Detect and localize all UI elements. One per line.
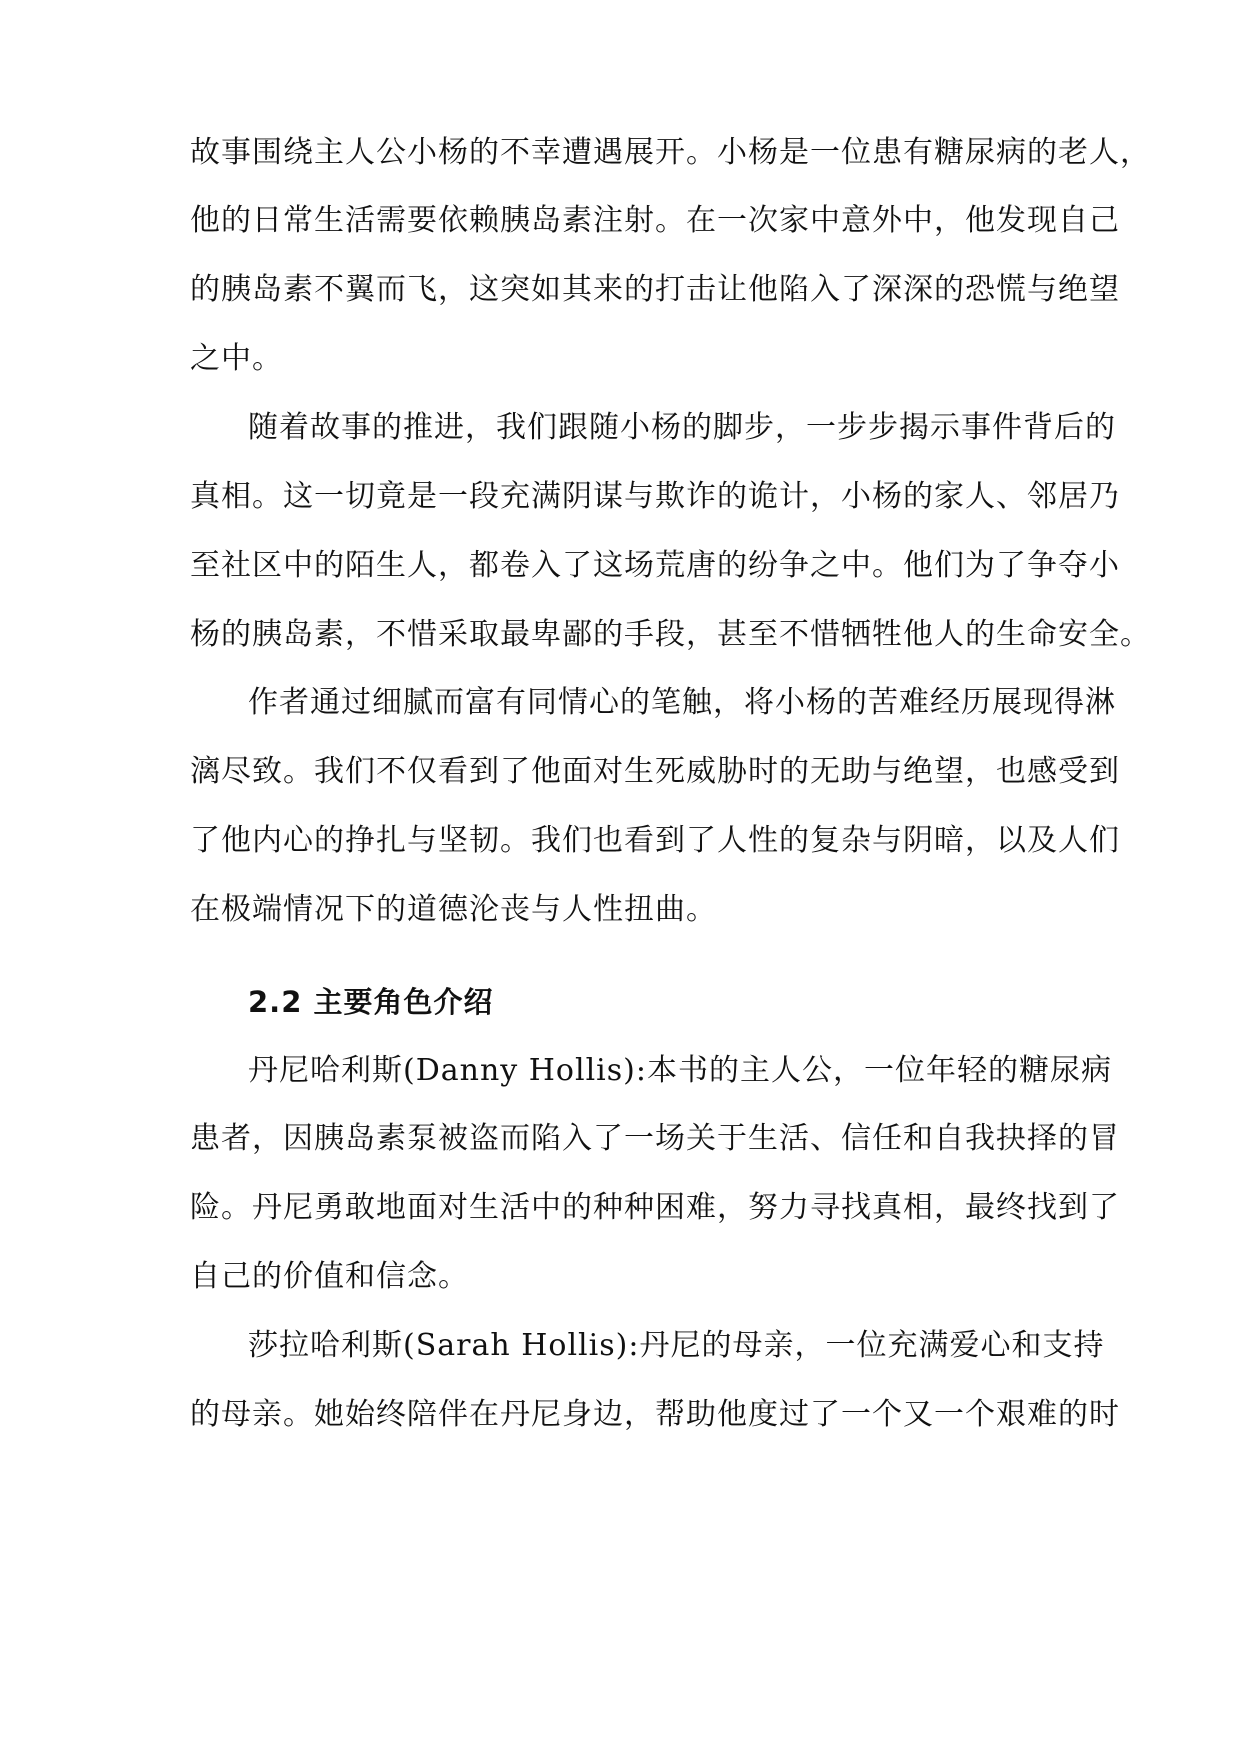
paragraph-1-line-3: 的胰岛素不翼而飞，这突如其来的打击让他陷入了深深的恐慌与绝望 <box>190 272 1120 307</box>
paragraph-2-line-1: 随着故事的推进，我们跟随小杨的脚步，一步步揭示事件背后的 <box>248 410 1116 445</box>
paragraph-3-line-1: 作者通过细腻而富有同情心的笔触，将小杨的苦难经历展现得淋 <box>248 685 1116 720</box>
paragraph-4-line-1: 丹尼哈利斯(Danny Hollis):本书的主人公，一位年轻的糖尿病 <box>248 1053 1112 1088</box>
paragraph-3-line-4: 在极端情况下的道德沦丧与人性扭曲。 <box>190 892 717 927</box>
paragraph-1-line-4: 之中。 <box>190 341 283 376</box>
paragraph-5-line-1: 莎拉哈利斯(Sarah Hollis):丹尼的母亲，一位充满爱心和支持 <box>248 1328 1105 1363</box>
paragraph-4-line-2: 患者，因胰岛素泵被盗而陷入了一场关于生活、信任和自我抉择的冒 <box>190 1121 1120 1156</box>
paragraph-4-line-3: 险。丹尼勇敢地面对生活中的种种困难，努力寻找真相，最终找到了 <box>190 1190 1120 1225</box>
paragraph-5-line-2: 的母亲。她始终陪伴在丹尼身边，帮助他度过了一个又一个艰难的时 <box>190 1397 1120 1432</box>
paragraph-2-line-3: 至社区中的陌生人，都卷入了这场荒唐的纷争之中。他们为了争夺小 <box>190 548 1120 583</box>
paragraph-1-line-1: 故事围绕主人公小杨的不幸遭遇展开。小杨是一位患有糖尿病的老人， <box>190 135 1151 170</box>
paragraph-3-line-3: 了他内心的挣扎与坚韧。我们也看到了人性的复杂与阴暗，以及人们 <box>190 823 1120 858</box>
paragraph-4-line-4: 自己的价值和信念。 <box>190 1259 469 1294</box>
paragraph-2-line-2: 真相。这一切竟是一段充满阴谋与欺诈的诡计，小杨的家人、邻居乃 <box>190 479 1120 514</box>
paragraph-2-line-4: 杨的胰岛素，不惜采取最卑鄙的手段，甚至不惜牺牲他人的生命安全。 <box>190 617 1151 652</box>
section-heading: 2.2 主要角色介绍 <box>248 985 494 1019</box>
paragraph-3-line-2: 漓尽致。我们不仅看到了他面对生死威胁时的无助与绝望，也感受到 <box>190 754 1120 789</box>
paragraph-1-line-2: 他的日常生活需要依赖胰岛素注射。在一次家中意外中，他发现自己 <box>190 203 1120 238</box>
